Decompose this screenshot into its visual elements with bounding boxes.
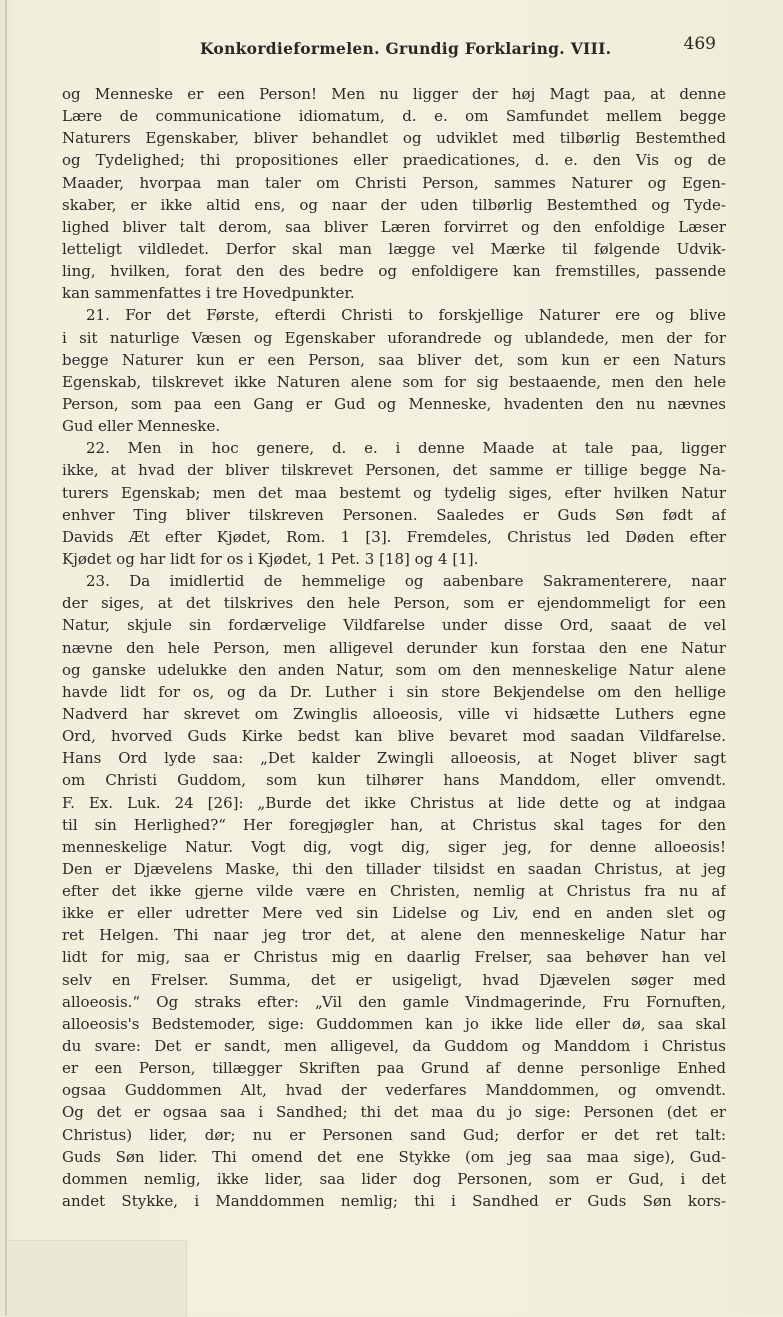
text-line: 22. Men in hoc genere, d. e. i denne Maade at tale paa, ligger	[86, 439, 726, 458]
page-header	[62, 34, 718, 60]
text-line: efter det ikke gjerne vilde være en Christen, nemlig at Christus fra nu af	[62, 882, 726, 901]
paper-patch	[8, 1240, 187, 1317]
text-line: F. Ex. Luk. 24 [26]: „Burde det ikke Christus at lide dette og at indgaa	[62, 793, 726, 812]
text-line: Nadverd har skrevet om Zwinglis alloeosis, ville vi hidsætte Luthers egne	[62, 704, 726, 723]
text-line: enhver Ting bliver tilskreven Personen. Saaledes er Guds Søn født af	[62, 505, 726, 524]
text-line: menneskelige Natur. Vogt dig, vogt dig, siger jeg, for denne alloeosis!	[62, 837, 726, 856]
text-line: ikke er eller udretter Mere ved sin Lidelse og Liv, end en anden slet og	[62, 904, 726, 923]
text-line: om Christi Guddom, som kun tilhører hans Manddom, eller omvendt.	[62, 771, 726, 790]
text-line: 21. For det Første, efterdi Christi to forskjellige Naturer ere og blive	[86, 306, 726, 325]
text-line: selv en Frelser. Summa, det er usigeligt, hvad Djævelen søger med	[62, 970, 726, 989]
text-line: begge Naturer kun er een Person, saa bliver det, som kun er een Naturs	[62, 350, 726, 369]
text-line: Og det er ogsaa saa i Sandhed; thi det maa du jo sige: Personen (det er	[62, 1103, 726, 1122]
text-line: andet Stykke, i Manddommen nemlig; thi i Sandhed er Guds Søn kors-	[62, 1192, 726, 1211]
text-line: havde lidt for os, og da Dr. Luther i sin store Bekjendelse om den hellige	[62, 682, 726, 701]
text-line: nævne den hele Person, men alligevel derunder kun forstaa den ene Natur	[62, 638, 726, 657]
text-line: 23. Da imidlertid de hemmelige og aabenbare Sakramenterere, naar	[86, 572, 726, 591]
text-line: er een Person, tillægger Skriften paa Grund af denne personlige Enhed	[62, 1059, 726, 1078]
text-line: Guds Søn lider. Thi omend det ene Stykke (om jeg saa maa sige), Gud-	[62, 1147, 726, 1166]
text-line: letteligt vildledet. Derfor skal man lægge vel Mærke til følgende Udvik-	[62, 239, 726, 258]
text-line: kan sammenfattes i tre Hovedpunkter.	[62, 284, 355, 303]
text-line: alloeosis.“ Og straks efter: „Vil den gamle Vindmagerinde, Fru Fornuften,	[62, 992, 726, 1011]
text-line: og Menneske er een Person! Men nu ligger der høj Magt paa, at denne	[62, 85, 726, 103]
text-line: Lære de communicatione idiomatum, d. e. om Samfundet mellem begge	[62, 107, 726, 126]
page-number: 469	[683, 34, 716, 54]
text-line: du svare: Det er sandt, men alligevel, da Guddom og Manddom i Christus	[62, 1037, 726, 1056]
text-line: og ganske udelukke den anden Natur, som om den menneskelige Natur alene	[62, 660, 726, 679]
text-line: Christus) lider, dør; nu er Personen sand Gud; derfor er det ret talt:	[62, 1125, 726, 1144]
text-line: og Tydelighed; thi propositiones eller praedicationes, d. e. den Vis og de	[62, 151, 726, 170]
text-line: Ord, hvorved Guds Kirke bedst kan blive bevaret mod saadan Vildfarelse.	[62, 727, 726, 746]
text-line: Natur, skjule sin fordærvelige Vildfarelse under disse Ord, saaat de vel	[62, 616, 726, 635]
running-head: Konkordieformelen. Grundig Forklaring. VIII.	[200, 39, 612, 58]
text-line: ret Helgen. Thi naar jeg tror det, at alene den menneskelige Natur har	[62, 926, 726, 945]
text-line: turers Egenskab; men det maa bestemt og tydelig siges, efter hvilken Natur	[62, 483, 726, 502]
text-line: Den er Djævelens Maske, thi den tillader tilsidst en saadan Christus, at jeg	[62, 859, 726, 878]
text-line: Kjødet og har lidt for os i Kjødet, 1 Pet. 3 [18] og 4 [1].	[62, 549, 479, 568]
text-line: i sit naturlige Væsen og Egenskaber uforandrede og ublandede, men der for	[62, 328, 726, 347]
text-line: dommen nemlig, ikke lider, saa lider dog Personen, som er Gud, i det	[62, 1169, 726, 1188]
text-line: Maader, hvorpaa man taler om Christi Person, sammes Naturer og Egen-	[62, 173, 726, 192]
text-line: lighed bliver talt derom, saa bliver Læren forvirret og den enfoldige Læser	[62, 217, 726, 236]
text-line: Hans Ord lyde saa: „Det kalder Zwingli alloeosis, at Noget bliver sagt	[62, 749, 726, 768]
text-line: Davids Æt efter Kjødet, Rom. 1 [3]. Fremdeles, Christus led Døden efter	[62, 527, 726, 546]
text-line: til sin Herlighed?“ Her foregjøgler han, at Christus skal tages for den	[62, 815, 726, 834]
binding-gutter	[5, 0, 7, 1316]
text-line: Person, som paa een Gang er Gud og Menneske, hvadenten den nu nævnes	[62, 394, 726, 413]
text-line: ling, hvilken, forat den des bedre og enfoldigere kan fremstilles, passende	[62, 262, 726, 281]
text-line: Egenskab, tilskrevet ikke Naturen alene som for sig bestaaende, men den hele	[62, 372, 726, 391]
text-line: der siges, at det tilskrives den hele Person, som er ejendommeligt for een	[62, 594, 726, 613]
text-line: alloeosis's Bedstemoder, sige: Guddommen kan jo ikke lide eller dø, saa skal	[62, 1014, 726, 1033]
text-line: Gud eller Menneske.	[62, 417, 221, 436]
text-line: ogsaa Guddommen Alt, hvad der vederfares Manddommen, og omvendt.	[62, 1081, 726, 1100]
body-text	[62, 83, 726, 1212]
text-line: Naturers Egenskaber, bliver behandlet og udviklet med tilbørlig Bestemthed	[62, 129, 726, 148]
text-line: skaber, er ikke altid ens, og naar der uden tilbørlig Bestemthed og Tyde-	[62, 195, 726, 214]
text-line: ikke, at hvad der bliver tilskrevet Personen, det samme er tillige begge Na-	[62, 461, 726, 480]
text-line: lidt for mig, saa er Christus mig en daarlig Frelser, saa behøver han vel	[62, 948, 726, 967]
